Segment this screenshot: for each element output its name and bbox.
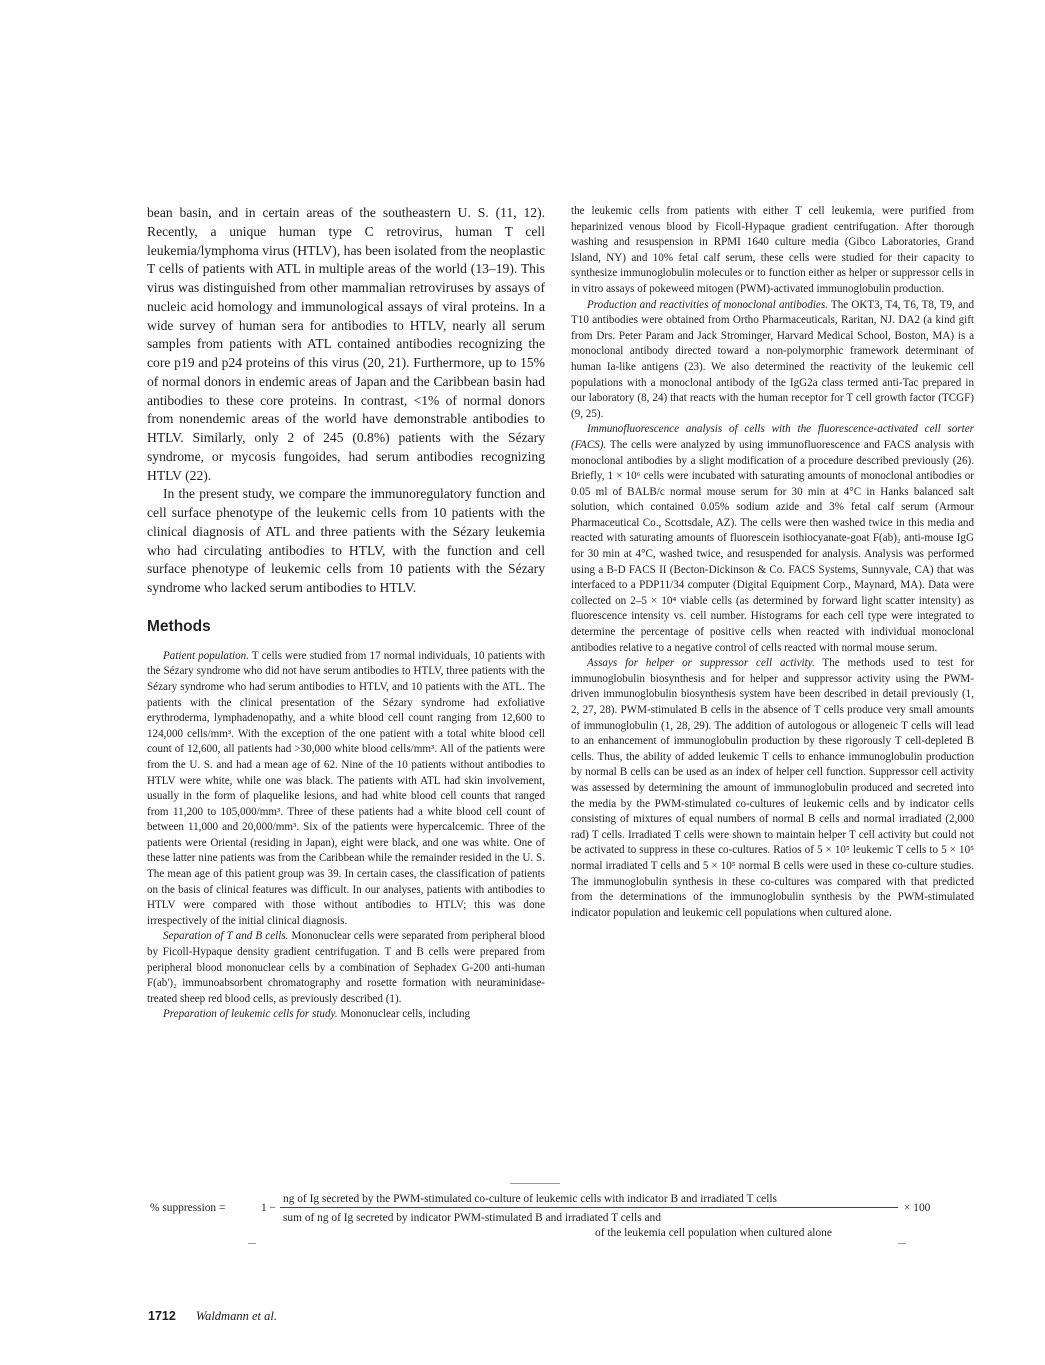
run-in-heading: Assays for helper or suppressor cell activity. <box>587 657 815 670</box>
running-authors: Waldmann et al. <box>195 1309 277 1323</box>
run-in-heading: Separation of T and B cells. <box>163 930 289 943</box>
bracket-mark <box>248 1243 256 1244</box>
separator-rule <box>510 1183 560 1184</box>
run-in-heading: Immunofluorescence analysis of cells with the fluorescence-activated cell sorter (FACS). <box>571 423 974 451</box>
formula-numerator: ng of Ig secreted by the PWM-stimulated co-culture of leukemic cells with indicator B and irradiated T cells <box>283 1193 777 1205</box>
methods-paragraph: Patient population. T cells were studied from 17 normal individuals, 10 patients with the Sézary syndrome who did not have serum antibodies to HTLV, three patients with the Sézary syndrome who had serum antibodies to HTLV, and 10 patients with the ATL. The patients with the clinical presentation of the Sézary syndrome had exfoliative erythroderma, lymphadenopathy, and a white blood cell count ranging from 12,600 to 124,000 cells/mm³. With the exception of the one patient with a total white blood cell count of 12,600, all patients had >30,000 white blood cells/mm³. All of the patients were from the U. S. and had a mean age of 62. Nine of the 10 patients without antibodies to HTLV were white, while one was black. The patients with ATL had skin involvement, usually in the form of plaquelike lesions, and had white blood cell counts that ranged from 11,200 to 105,000/mm³. Three of these patients had a white blood cell count of between 11,000 and 20,000/mm³. Six of the patients were hypercalcemic. Three of the patients were Oriental (residing in Japan), eight were black, and one was white. One of these latter nine patients was from the Caribbean while the remainder resided in the U. S. The mean age of this patient group was 39. In certain cases, the classification of patients on the basis of clinical features was difficult. In our analyses, patients with antibodies to HTLV were compared with those without antibodies to HTLV; this was done irrespectively of the initial clinical diagnosis. <box>147 649 545 927</box>
left-column <box>147 204 545 1023</box>
formula-denominator-line1: sum of ng of Ig secreted by indicator PWM-stimulated B and irradiated T cells and <box>283 1212 661 1224</box>
methods-paragraph: Assays for helper or suppressor cell activity. The methods used to test for immunoglobulin biosynthesis and for helper and suppressor activity using the PWM-driven immunoglobulin biosynthesis system have been described in detail previously (1, 2, 27, 28). PWM-stimulated B cells in the absence of T cells produce very small amounts of immunoglobulin (1, 28, 29). The addition of autologous or allogeneic T cells will lead to an enhancement of immunoglobulin production by these rigorously T cell-depleted B cells. Thus, the ability of added leukemic T cells to enhance immunoglobulin production by normal B cells can be used as an index of helper cell function. Suppressor cell activity was assessed by determining the amount of immunoglobulin produced and secreted into the media by the PWM-stimulated co-cultures of leukemic cells and by indicator cells consisting of mixtures of equal numbers of normal B cells and normal irradiated (2,000 rad) T cells. Irradiated T cells were shown to maintain helper T cell activity but could not be activated to suppress in these co-cultures. Ratios of 5 × 10⁵ leukemic T cells to 5 × 10⁵ normal irradiated T cells and 5 × 10⁵ normal B cells were used in these co-culture studies. The immunoglobulin synthesis in these co-cultures was compared with that predicted from the determinations of the immunoglobulin synthesis by the PWM-stimulated indicator population and leukemic cell populations when cultured alone. <box>571 657 974 919</box>
bracket-mark <box>898 1243 906 1244</box>
right-column <box>571 204 974 921</box>
run-in-heading: Production and reactivities of monoclonal antibodies. <box>587 298 828 311</box>
section-heading: Methods <box>147 617 211 635</box>
body-paragraph: bean basin, and in certain areas of the southeastern U. S. (11, 12). Recently, a unique human type C retrovirus, human T cell leukemia/lymphoma virus (HTLV), has been isolated from the neoplastic T cells of patients with ATL in multiple areas of the world (13–19). This virus was distinguished from other mammalian retroviruses by assays of nucleic acid homology and immunological assays of viral proteins. In a wide survey of human sera for antibodies to HTLV, nearly all serum samples from patients with ATL contained antibodies recognizing the core p19 and p24 proteins of this virus (20, 21). Furthermore, up to 15% of normal donors in endemic areas of Japan and the Caribbean basin had antibodies to these core proteins. In contrast, <1% of normal donors from nonendemic areas of the world have demonstrable antibodies to HTLV. Similarly, only 2 of 245 (0.8%) patients with the Sézary syndrome, or mycosis fungoides, had serum antibodies recognizing HTLV (22). <box>147 205 545 483</box>
methods-paragraph: Production and reactivities of monoclonal antibodies. The OKT3, T4, T6, T8, T9, and T10 antibodies were obtained from Ortho Pharmaceuticals, Raritan, NJ. DA2 (a kind gift from Drs. Peter Param and Jack Strominger, Harvard Medical School, Boston, MA) is a monoclonal antibody directed toward a non-polymorphic framework determinant of human Ia-like antigens (23). We also determined the reactivity of the leukemic cell populations with a monoclonal antibody of the IgG2a class termed anti-Tac prepared in our laboratory (8, 24) that reacts with the human receptor for T cell growth factor (TCGF) (9, 25). <box>571 298 974 420</box>
methods-paragraph: Immunofluorescence analysis of cells with the fluorescence-activated cell sorter (FACS). The cells were analyzed by using immunofluorescence and FACS analysis with monoclonal antibodies by a slight modification of a procedure described previously (26). Briefly, 1 × 10⁶ cells were incubated with saturating amounts of monoclonal antibodies or 0.05 ml of BALB/c normal mouse serum for 30 min at 4°C in Hanks balanced salt solution, which contained 0.05% sodium azide and 3% fetal calf serum (Armour Pharmaceutical Co., Scottsdale, AZ). The cells were then washed twice in this media and reacted with saturating amounts of fluorescein isothiocyanate-goat F(ab)₂ anti-mouse IgG for 30 min at 4°C, washed twice, and resuspended for analysis. Analysis was performed using a B-D FACS II (Becton-Dickinson & Co. FACS Systems, Sunnyvale, CA) that was interfaced to a PDP11/34 computer (Digital Equipment Corp., Maynard, MA). Data were collected on 2–5 × 10⁴ viable cells (as determined by forward light scatter intensity) as fluorescence intensity vs. cell number. Histograms for each cell type were integrated to determine the percentage of positive cells when reacted with individual monoclonal antibodies relative to a negative control of cells reacted with normal mouse serum. <box>571 423 974 654</box>
methods-paragraph: Preparation of leukemic cells for study. Mononuclear cells, including <box>163 1008 471 1021</box>
methods-paragraph: Separation of T and B cells. Mononuclear cells were separated from peripheral blood by Ficoll-Hypaque density gradient centrifugation. T and B cells were prepared from peripheral blood mononuclear cells by a combination of Sephadex G-200 anti-human F(ab')₂ immunoabsorbent chromatography and rosette formation with neuraminidase-treated sheep red blood cells, as previously described (1). <box>147 930 545 1005</box>
run-in-heading: Patient population. <box>163 649 249 662</box>
run-in-heading: Preparation of leukemic cells for study. <box>163 1008 338 1021</box>
page-footer <box>148 1309 277 1324</box>
body-paragraph: In the present study, we compare the immunoregulatory function and cell surface phenotype of the leukemic cells from 10 patients with the clinical diagnosis of ATL and three patients with the Sézary leukemia who had circulating antibodies to HTLV, with the function and cell surface phenotype of leukemic cells from 10 patients with the Sézary syndrome who lacked serum antibodies to HTLV. <box>147 486 545 595</box>
suppression-formula <box>147 1185 977 1245</box>
formula-one-minus: 1 − <box>261 1202 276 1214</box>
formula-multiplier: × 100 <box>904 1202 931 1214</box>
formula-lhs: % suppression = <box>150 1202 226 1214</box>
page-number: 1712 <box>148 1309 176 1323</box>
methods-paragraph: the leukemic cells from patients with either T cell leukemia, were purified from heparinized venous blood by Ficoll-Hypaque gradient centrifugation. After thorough washing and resuspension in RPMI 1640 culture media (Gibco Laboratories, Grand Island, NY) and 10% fetal calf serum, these cells were studied for their capacity to synthesize immunoglobulin molecules or to function either as helper or suppressor cells in in vitro assays of pokeweed mitogen (PWM)-activated immunoglobulin production. <box>571 205 974 295</box>
formula-denominator-line2: of the leukemia cell population when cultured alone <box>595 1227 832 1239</box>
fraction-bar <box>280 1207 898 1208</box>
